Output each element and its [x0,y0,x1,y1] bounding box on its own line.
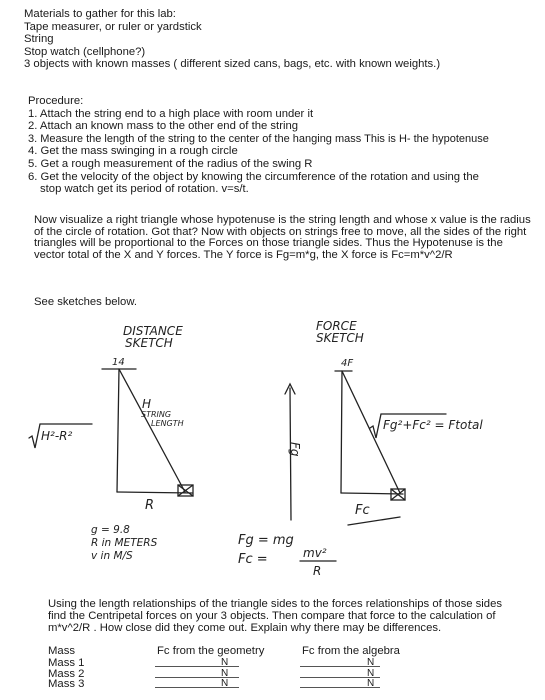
fc-equation-left: Fc = [238,552,268,567]
fc-arrow [348,517,400,525]
geometry-column-header: Fc from the geometry [157,645,265,657]
algebra-column-header: Fc from the algebra [302,645,400,657]
distance-sketch-title: DISTANCE SKETCH [123,324,183,350]
materials-item: Stop watch (cellphone?) [24,45,146,58]
row-label: Mass 3 [48,678,85,690]
fc-equation-denominator: R [313,564,322,578]
materials-heading: Materials to gather for this lab: [24,8,176,20]
unit-label: N [221,667,229,679]
procedure-step: 5. Get a rough measurement of the radius of the swing R [28,157,313,170]
row-label: Mass 1 [48,657,85,669]
force-hypotenuse [342,371,400,493]
materials-item: String [24,33,54,46]
force-vertical-side [341,371,342,493]
unit-label: N [367,667,375,679]
materials-item: 3 objects with known masses ( different sized cans, bags, etc. with known weights.) [24,58,441,71]
mass-column-header: Mass [48,645,75,657]
unit-label: N [367,678,375,689]
table-row [48,678,448,689]
see-sketches-note: See sketches below. [34,296,137,308]
force-top-mark: 4F [341,358,354,369]
distance-radius-side [117,492,192,493]
row-label: Mass 2 [48,667,85,680]
procedure-step: 3. Measure the length of the string to the center of the hanging mass This is H- the hypotenuse [28,132,489,145]
radius-label: R [145,498,155,513]
sqrt-fg-fc-total: Fg²+Fc² = Ftotal [383,418,483,432]
gravity-note: g = 9.8 R in METERS v in M/S [91,524,158,562]
unit-label: N [221,678,229,689]
force-fc-side [341,493,403,494]
materials-item: Tape measurer, or ruler or yardstick [24,20,202,33]
fg-label: Fg [288,442,302,457]
procedure-step: stop watch get its period of rotation. v=s/t. [40,183,249,196]
distance-hypotenuse [119,369,185,492]
fc-equation-numerator: mv² [303,546,327,560]
instructions-paragraph: Using the length relationships of the triangle sides to the forces relationships of those sides find the Centripetal forces on your 3 objects. Then compare that force to the calculation of m*v^2/R . How close did they come out. Explain why there may be differences. [48,598,503,634]
procedure-step: 4. Get the mass swinging in a rough circle [28,145,238,158]
distance-top-mark: 14 [112,357,125,368]
sqrt-h2-minus-r2: H²-R² [41,429,73,443]
distance-vertical-side [117,369,119,492]
procedure-step: 1. Attach the string end to a high place with room under it [28,107,314,120]
fg-equation: Fg = mg [238,533,294,548]
procedure-heading: Procedure: [28,95,84,107]
unit-label: N [221,657,229,668]
answer-table [48,645,448,689]
procedure-step: 6. Get the velocity of the object by knowing the circumference of the rotation and using the [28,170,479,183]
table-row [48,668,448,679]
force-sketch-title: FORCE SKETCH [316,319,364,345]
fc-label: Fc [355,503,370,518]
explanation-paragraph: Now visualize a right triangle whose hypotenuse is the string length and whose x value is the radius of the circle of rotation. Got that? Now with objects on strings free to move, all the sides of the right triangles will be proportional to the Forces on those triangle sides. Thus the Hypotenuse is the vector total of the X and Y forces. The Y force is Fg=m*g, the X force is Fc=m*v^2/R [34,214,531,261]
procedure-step: 2. Attach an known mass to the other end of the string [28,120,299,133]
string-length-note: STRING LENGTH [141,410,184,428]
unit-label: N [367,657,375,668]
table-row [48,657,448,668]
string-length-label: H [142,397,152,411]
